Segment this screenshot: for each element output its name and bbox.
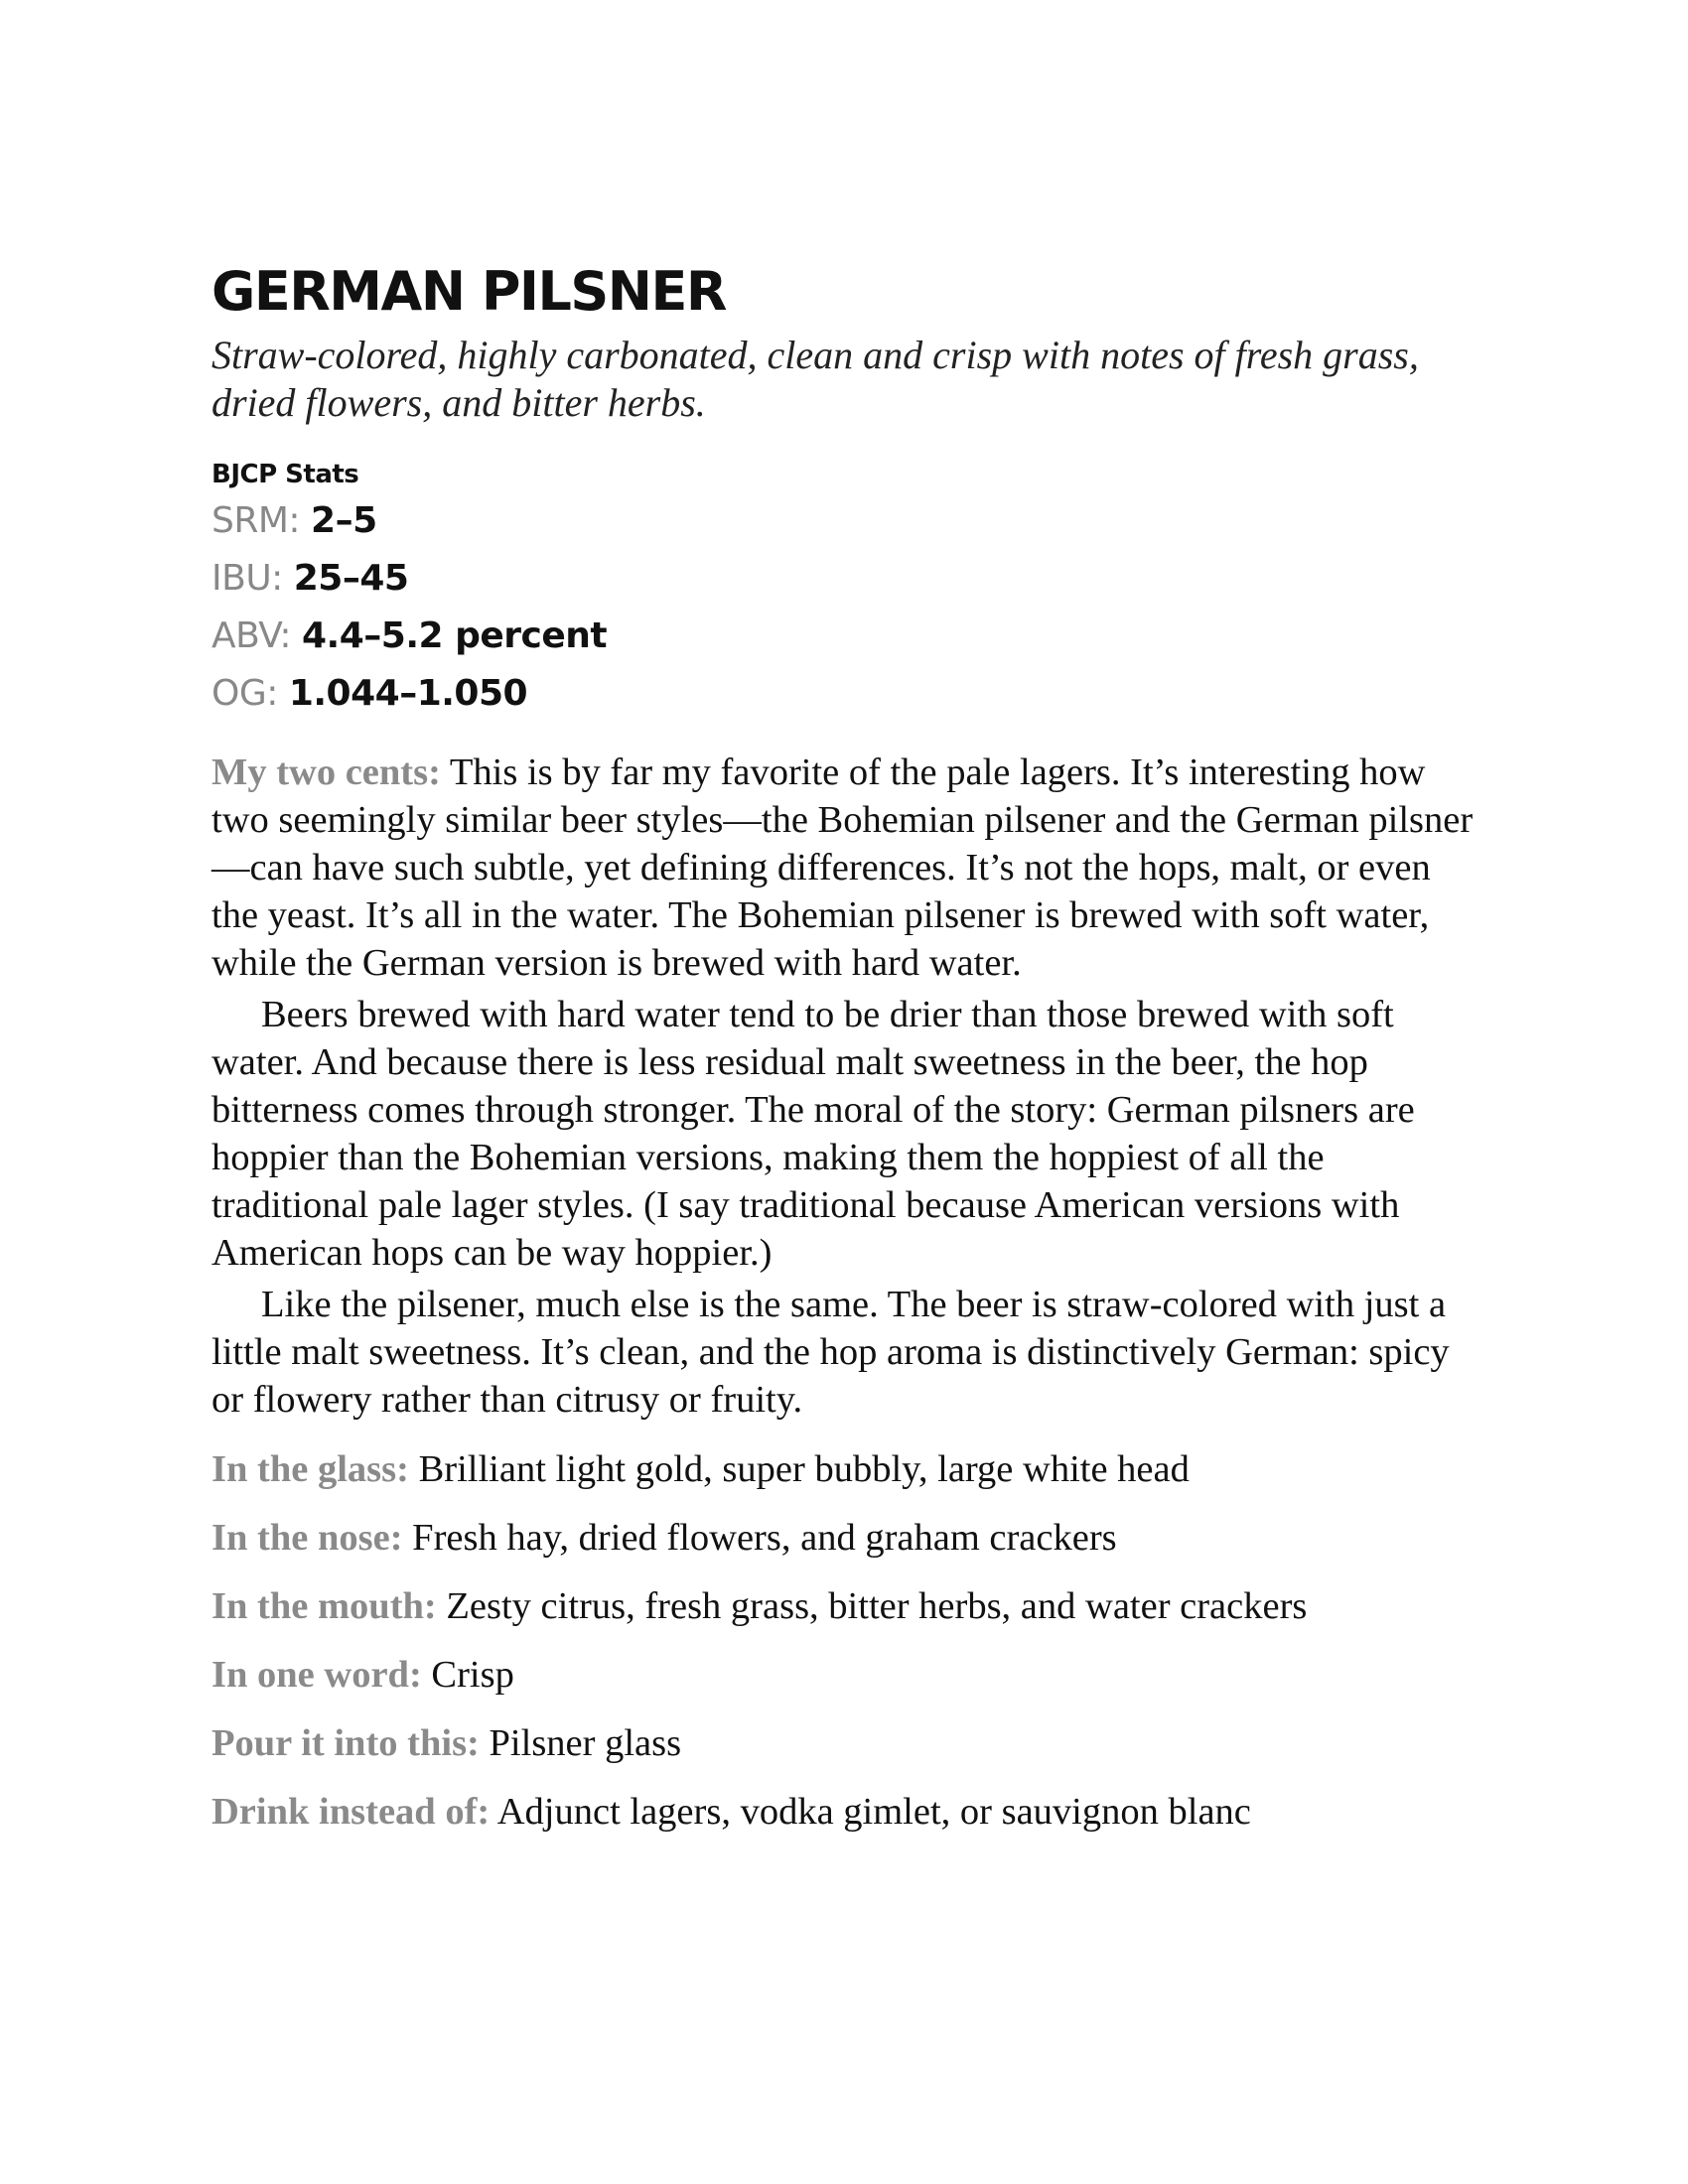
tasting-notes	[211, 1445, 1482, 1836]
stat-label: ABV:	[211, 615, 292, 656]
tasting-note-instead	[211, 1788, 1482, 1836]
stat-value: 2–5	[311, 500, 377, 541]
stat-value: 1.044–1.050	[288, 673, 528, 714]
tasting-note-word	[211, 1651, 1482, 1699]
tasting-label: Drink instead of:	[211, 1791, 491, 1833]
stat-ibu	[211, 550, 1482, 608]
stat-label: OG:	[211, 673, 278, 714]
tasting-note-pour	[211, 1719, 1482, 1767]
stat-label: SRM:	[211, 500, 301, 541]
tasting-value: Zesty citrus, fresh grass, bitter herbs, and water crackers	[446, 1585, 1308, 1627]
tasting-value: Adjunct lagers, vodka gimlet, or sauvignon blanc	[496, 1791, 1251, 1833]
subtitle: Straw-colored, highly carbonated, clean and crisp with notes of fresh grass, dried flowers, and bitter herbs.	[211, 333, 1419, 425]
stat-label: IBU:	[211, 558, 283, 599]
stat-srm	[211, 492, 1482, 550]
paragraph	[211, 749, 1482, 987]
two-cents-section	[211, 749, 1482, 1424]
stat-value: 4.4–5.2 percent	[302, 615, 608, 656]
tasting-label: In the mouth:	[211, 1585, 437, 1627]
tasting-note-mouth	[211, 1582, 1482, 1630]
paragraph-text: This is by far my favorite of the pale lagers. It’s interesting how two seemingly similar beer styles—the Bohemian pilsener and the German pilsner—can have such subtle, yet defining differences. It’s not the hops, malt, or even the yeast. It’s all in the water. The Bohemian pilsener is brewed with soft water, while the German version is brewed with hard water.	[211, 751, 1474, 984]
page-title: GERMAN PILSNER	[211, 260, 726, 323]
bjcp-stats	[211, 457, 1482, 723]
two-cents-label: My two cents:	[211, 751, 441, 793]
page-content	[211, 256, 1482, 1836]
tasting-note-glass	[211, 1445, 1482, 1493]
tasting-label: In the nose:	[211, 1517, 403, 1559]
tasting-label: Pour it into this:	[211, 1722, 480, 1764]
tasting-value: Fresh hay, dried flowers, and graham crackers	[412, 1517, 1117, 1559]
tasting-value: Brilliant light gold, super bubbly, large white head	[418, 1448, 1190, 1490]
stat-abv	[211, 608, 1482, 665]
paragraph: Like the pilsener, much else is the same. The beer is straw-colored with just a little malt sweetness. It’s clean, and the hop aroma is distinctively German: spicy or flowery rather than citrusy or fruity.	[211, 1284, 1450, 1421]
tasting-note-nose	[211, 1514, 1482, 1562]
stat-value: 25–45	[293, 558, 409, 599]
stats-heading: BJCP Stats	[211, 460, 359, 489]
stat-og	[211, 665, 1482, 723]
tasting-value: Pilsner glass	[489, 1722, 682, 1764]
tasting-label: In one word:	[211, 1654, 422, 1696]
tasting-label: In the glass:	[211, 1448, 409, 1490]
paragraph: Beers brewed with hard water tend to be drier than those brewed with soft water. And because there is less residual malt sweetness in the beer, the hop bitterness comes through stronger. The moral of the story: German pilsners are hoppier than the Bohemian versions, making them the hoppiest of all the traditional pale lager styles. (I say traditional because American versions with American hops can be way hoppier.)	[211, 994, 1415, 1274]
tasting-value: Crisp	[431, 1654, 514, 1696]
